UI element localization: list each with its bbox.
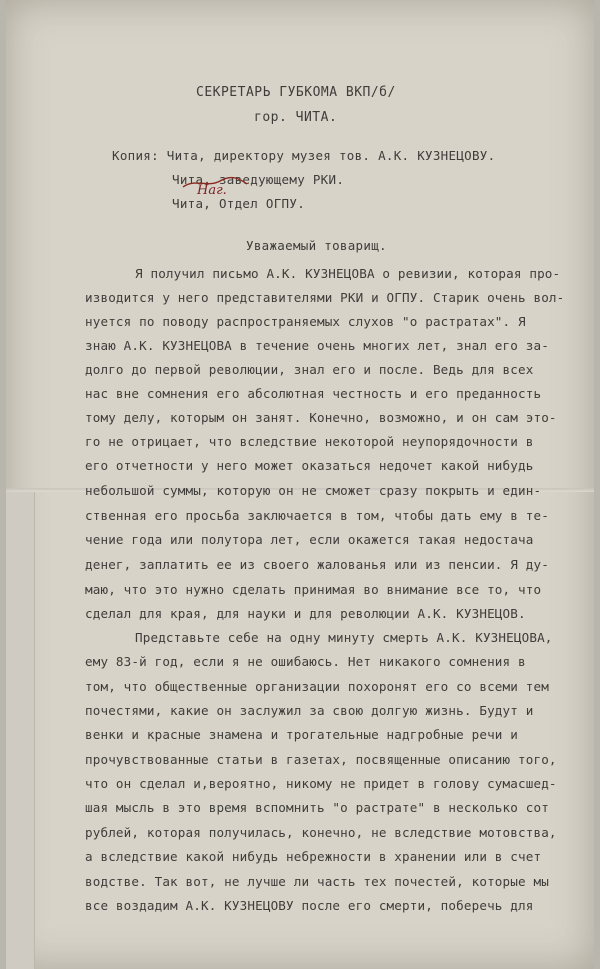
letter-body-line: его отчетности у него может оказаться недочет какой нибудь <box>85 458 534 473</box>
letter-body-line: том, что общественные организации похоронят его со всеми тем <box>85 679 549 694</box>
letter-body-line: нас вне сомнения его абсолютная честность и его преданность <box>85 386 542 401</box>
letter-body-line: небольшой суммы, которую он не сможет сразу покрыть и един- <box>85 483 542 498</box>
salutation: Уважаемый товарищ. <box>246 238 387 253</box>
letter-body-line: шая мысль в это время вспомнить "о растрате" в несколько сот <box>85 800 549 815</box>
copy-line-ogpu: Чита, Отдел ОГПУ. <box>172 196 306 211</box>
letter-body-line: все воздадим А.К. КУЗНЕЦОВУ после его смерти, поберечь для <box>85 898 534 913</box>
copy-line-museum-director: Копия: Чита, директору музея тов. А.К. КУЗНЕЦОВУ. <box>112 148 496 163</box>
letter-body-line: чение года или полутора лет, если окажется такая недостача <box>85 532 534 547</box>
letter-body-line: водстве. Так вот, не лучше ли часть тех почестей, которые мы <box>85 874 549 889</box>
letter-body-line: венки и красные знамена и трогательные надгробные речи и <box>85 727 518 742</box>
letter-body-line: долго до первой революции, знал его и после. Ведь для всех <box>85 362 534 377</box>
recipient-title: СЕКРЕТАРЬ ГУБКОМА ВКП/б/ <box>196 85 396 100</box>
letter-body-line: нуется по поводу распространяемых слухов "о растратах". Я <box>85 314 526 329</box>
letter-body-line: знаю А.К. КУЗНЕЦОВА в течение очень многих лет, знал его за- <box>85 338 549 353</box>
letter-body-line: сделал для края, для науки и для революции А.К. КУЗНЕЦОВ. <box>85 606 526 621</box>
letter-body-line: изводится у него представителями РКИ и ОГПУ. Старик очень вол- <box>85 290 565 305</box>
handwritten-note: Наг. <box>197 183 227 198</box>
letter-body-line: Я получил письмо А.К. КУЗНЕЦОВА о ревизии, которая про- <box>135 266 561 281</box>
letter-body-line: ему 83-й год, если я не ошибаюсь. Нет никакого сомнения в <box>85 654 526 669</box>
copy-line-rki: Чита, заведующему РКИ. <box>172 172 345 187</box>
letter-body-line: ственная его просьба заключается в том, чтобы дать ему в те- <box>85 508 549 523</box>
letter-body-line: Представьте себе на одну минуту смерть А.К. КУЗНЕЦОВА, <box>135 630 553 645</box>
letter-body-line: рублей, которая получилась, конечно, не вследствие мотовства, <box>85 825 557 840</box>
letter-body-line: го не отрицает, что вследствие некоторой неупорядочности в <box>85 434 534 449</box>
letter-body-line: денег, заплатить ее из своего жалованья или из пенсии. Я ду- <box>85 557 549 572</box>
letter-body-line: тому делу, которым он занят. Конечно, возможно, и он сам это- <box>85 410 557 425</box>
letter-body-line: прочувствованные статьи в газетах, посвященные описанию того, <box>85 752 557 767</box>
letter-body-line: почестями, какие он заслужил за свою долгую жизнь. Будут и <box>85 703 534 718</box>
letter-body-line: маю, что это нужно сделать принимая во внимание все то, что <box>85 582 542 597</box>
letter-body-line: а вследствие какой нибудь небрежности в хранении или в счет <box>85 849 542 864</box>
letter-body-line: что он сделал и,вероятно, никому не придет в голову сумасшед- <box>85 776 557 791</box>
recipient-city: гор. ЧИТА. <box>254 110 338 125</box>
